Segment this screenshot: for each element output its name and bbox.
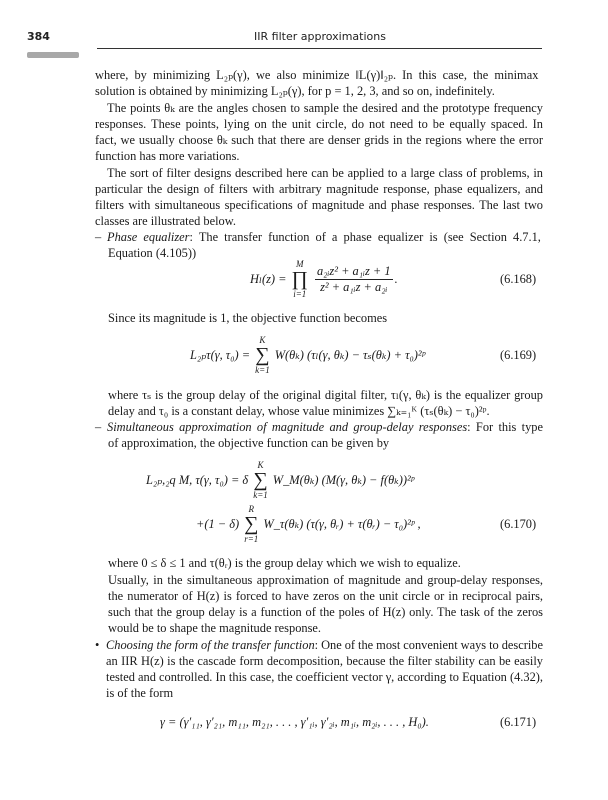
term: Phase equalizer (107, 230, 190, 244)
list-item-choosing (106, 637, 543, 653)
text-line: an IIR H(z) is the cascade form decomposition, because the filter stability can be easily (106, 654, 543, 668)
sum-symbol: ∑ (253, 469, 268, 491)
text-line: tested and controlled. In this case, the coefficient vector γ, according to Equation (4.32), (106, 670, 543, 684)
text: : For this type (467, 420, 543, 434)
text-line: particular the design of filters with arbitrary magnitude response, phase equalizers, and (95, 182, 543, 196)
text-line: the numerator of H(z) is forced to have zeros on the unit circle or in reciprocal pairs, (108, 589, 543, 603)
eq-numerator: a₂ᵢz² + a₁ᵢz + 1 (316, 263, 391, 278)
text-line: such that the group delay is a function of the poles of H(z) only. The task of the zeros (108, 605, 543, 619)
thumb-tab (27, 52, 79, 58)
text-line: where 0 ≤ δ ≤ 1 and τ(θᵣ) is the group delay which we wish to equalize. (108, 556, 461, 570)
eq-tail: . (394, 271, 398, 286)
eq-rhs: W(θₖ) (τₗ(γ, θₖ) − τₛ(θₖ) + τ₀)²ᵖ (274, 347, 426, 362)
text-line: where, by minimizing L₂ₚ(γ), we also minimize ‖L(γ)‖₂ₚ. In this case, the minimax (95, 68, 539, 82)
term: Simultaneous approximation of magnitude and group-delay responses (107, 420, 468, 434)
text-line: delay and τ₀ is a constant delay, whose value minimizes ∑ₖ₌₁ᴷ (τₛ(θₖ) − τ₀)²ᵖ. (108, 404, 490, 418)
eq-upper: M (295, 259, 304, 269)
text-line: filters with simultaneous specifications of magnitude and phase responses. The last two (95, 198, 543, 212)
eq-rhs: W_τ(θₖ) (τ(γ, θᵣ) + τ(θᵣ) − τ₀)²ᵖ , (263, 516, 421, 531)
equation-number: (6.168) (500, 272, 537, 286)
text-line: where τₛ is the group delay of the original digital filter, τₗ(γ, θₖ) is the equalizer group (108, 388, 543, 402)
bullet: • (95, 638, 100, 652)
list-dash: – (95, 420, 102, 434)
sum-symbol: ∑ (255, 344, 270, 366)
text-line: function has more variations. (95, 149, 240, 163)
term: Choosing the form of the transfer function (106, 638, 315, 652)
equation-number: (6.170) (500, 517, 537, 531)
eq-denominator: z² + a₁ᵢz + a₂ᵢ (320, 279, 388, 294)
text-line: responses. These points, lying on the unit circle, do not need to be equally spaced. In (95, 117, 543, 131)
text-line: Since its magnitude is 1, the objective function becomes (108, 311, 388, 325)
eq-lower: k=1 (253, 490, 268, 500)
text-line: classes are illustrated below. (95, 214, 236, 228)
text-line: would be to shape the magnitude response. (108, 621, 322, 635)
text-line: Equation (4.105)) (108, 246, 197, 260)
product-symbol: ∏ (291, 268, 308, 290)
sum-symbol: ∑ (244, 513, 259, 535)
eq-lower: k=1 (255, 365, 270, 375)
text-line: Usually, in the simultaneous approximation of magnitude and group-delay responses, (108, 573, 543, 587)
list-item-phase-equalizer (107, 229, 541, 245)
equation-number: (6.169) (500, 348, 537, 362)
eq-upper: K (259, 335, 266, 345)
eq-upper: K (257, 460, 264, 470)
eq-rhs: W_M(θₖ) (M(γ, θₖ) − f(θₖ))²ᵖ (272, 472, 415, 487)
list-item-simultaneous (107, 419, 543, 435)
eq-lhs: L₂ₚ,₂q M, τ(γ, τ₀) = δ (146, 472, 249, 487)
eq-body: γ = (γ′₁₁, γ′₂₁, m₁₁, m₂₁, . . . , γ′₁ᵢ, γ′₂ᵢ, m₁ᵢ, m₂ᵢ, . . . , H₀). (160, 714, 429, 729)
header-rule (97, 48, 542, 49)
text: : The transfer function of a phase equalizer is (see Section 4.7.1, (189, 230, 541, 244)
text: : One of the most convenient ways to describe (314, 638, 544, 652)
text-line: fact, we usually choose θₖ such that there are denser grids in the regions where the error (95, 133, 543, 147)
text-line: solution is obtained by minimizing L₂ₚ(γ), for p = 1, 2, 3, and so on, indefinitely. (95, 84, 495, 98)
eq-lhs: Hₗ(z) = (250, 271, 287, 286)
running-title: IIR filter approximations (254, 30, 386, 43)
eq-lower: r=1 (244, 534, 259, 544)
page-number: 384 (27, 30, 50, 43)
text-line: The sort of filter designs described here can be applied to a large class of problems, in (107, 166, 543, 180)
eq-upper: R (248, 504, 255, 514)
text-line: The points θₖ are the angles chosen to sample the desired and the prototype frequency (107, 101, 543, 115)
eq-lower: i=1 (293, 289, 307, 299)
eq-lhs: L₂ₚτ(γ, τ₀) = (190, 347, 251, 362)
eq-prefix: +(1 − δ) (196, 516, 240, 531)
text-line: of approximation, the objective function can be given by (108, 436, 390, 450)
text-line: is of the form (106, 686, 174, 700)
equation-number: (6.171) (500, 715, 537, 729)
list-dash: – (95, 230, 102, 244)
